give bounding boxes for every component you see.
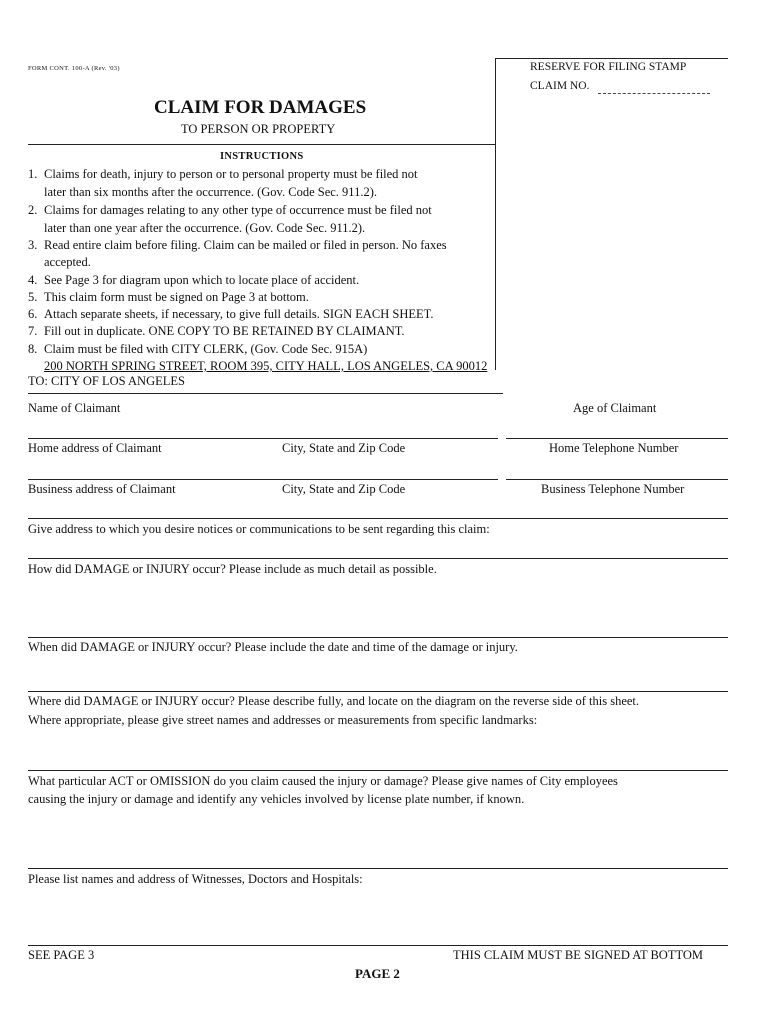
name-of-claimant-input[interactable] [28, 438, 498, 439]
witnesses-label: Please list names and address of Witnesses, Doctors and Hospitals: [28, 872, 363, 886]
business-phone-label: Business Telephone Number [541, 482, 685, 496]
business-city-label: City, State and Zip Code [282, 482, 406, 496]
stamp-box-divider [495, 58, 496, 370]
age-of-claimant-input[interactable] [506, 438, 728, 439]
home-phone-label: Home Telephone Number [549, 441, 679, 455]
instruction-item: 4. See Page 3 for diagram upon which to locate place of accident. [28, 273, 360, 287]
claim-no-label: CLAIM NO. [530, 80, 590, 92]
when-damage-input[interactable] [28, 691, 728, 692]
home-city-label: City, State and Zip Code [282, 441, 406, 455]
filing-stamp-label: RESERVE FOR FILING STAMP [530, 61, 687, 73]
home-address-input[interactable] [28, 479, 498, 480]
business-address-input[interactable] [28, 518, 728, 519]
see-page-note: SEE PAGE 3 [28, 948, 95, 962]
business-address-label: Business address of Claimant [28, 482, 176, 496]
home-phone-input[interactable] [506, 479, 728, 480]
instructions-heading: INSTRUCTIONS [220, 151, 304, 162]
instruction-item: 5. This claim form must be signed on Page 3 at bottom. [28, 290, 309, 304]
form-code: FORM CONT. 100-A (Rev. '03) [28, 65, 120, 72]
act-omission-label: What particular ACT or OMISSION do you claim caused the injury or damage? Please give names of City employees [28, 774, 618, 788]
where-damage-label-cont: Where appropriate, please give street names and addresses or measurements from specific landmarks: [28, 713, 538, 727]
instruction-item: 2. Claims for damages relating to any other type of occurrence must be filed not [28, 203, 432, 217]
instruction-item: 7. Fill out in duplicate. ONE COPY TO BE RETAINED BY CLAIMANT. [28, 324, 405, 338]
witnesses-input[interactable] [28, 945, 728, 946]
how-damage-label: How did DAMAGE or INJURY occur? Please include as much detail as possible. [28, 562, 437, 576]
page-number: PAGE 2 [355, 966, 400, 981]
age-of-claimant-label: Age of Claimant [573, 401, 657, 415]
stamp-box-top [495, 58, 728, 59]
instruction-item: 3. Read entire claim before filing. Claim can be mailed or filed in person. No faxes [28, 238, 447, 252]
home-address-label: Home address of Claimant [28, 441, 162, 455]
when-damage-label: When did DAMAGE or INJURY occur? Please include the date and time of the damage or injury. [28, 640, 518, 654]
claim-no-input[interactable] [598, 93, 710, 94]
act-omission-input[interactable] [28, 868, 728, 869]
where-damage-input[interactable] [28, 770, 728, 771]
notice-address-label: Give address to which you desire notices or communications to be sent regarding this claim: [28, 522, 490, 536]
how-damage-input[interactable] [28, 637, 728, 638]
to-line-rule [28, 393, 503, 394]
instruction-item: 8. Claim must be filed with CITY CLERK, (Gov. Code Sec. 915A) [28, 342, 368, 356]
act-omission-label-cont: causing the injury or damage and identify any vehicles involved by license plate number, if known. [28, 792, 525, 806]
page-title: CLAIM FOR DAMAGES [154, 97, 367, 118]
page-subtitle: TO PERSON OR PROPERTY [181, 122, 336, 136]
instructions-top-rule [28, 144, 496, 145]
name-of-claimant-label: Name of Claimant [28, 401, 121, 415]
instruction-item: 6. Attach separate sheets, if necessary, to give full details. SIGN EACH SHEET. [28, 307, 434, 321]
notice-address-input[interactable] [28, 558, 728, 559]
instruction-item: 1. Claims for death, injury to person or to personal property must be filed not [28, 167, 418, 181]
where-damage-label: Where did DAMAGE or INJURY occur? Please describe fully, and locate on the diagram on the reverse side of this sheet. [28, 694, 640, 708]
sign-notice: THIS CLAIM MUST BE SIGNED AT BOTTOM [453, 948, 704, 962]
to-line: TO: CITY OF LOS ANGELES [28, 374, 185, 388]
